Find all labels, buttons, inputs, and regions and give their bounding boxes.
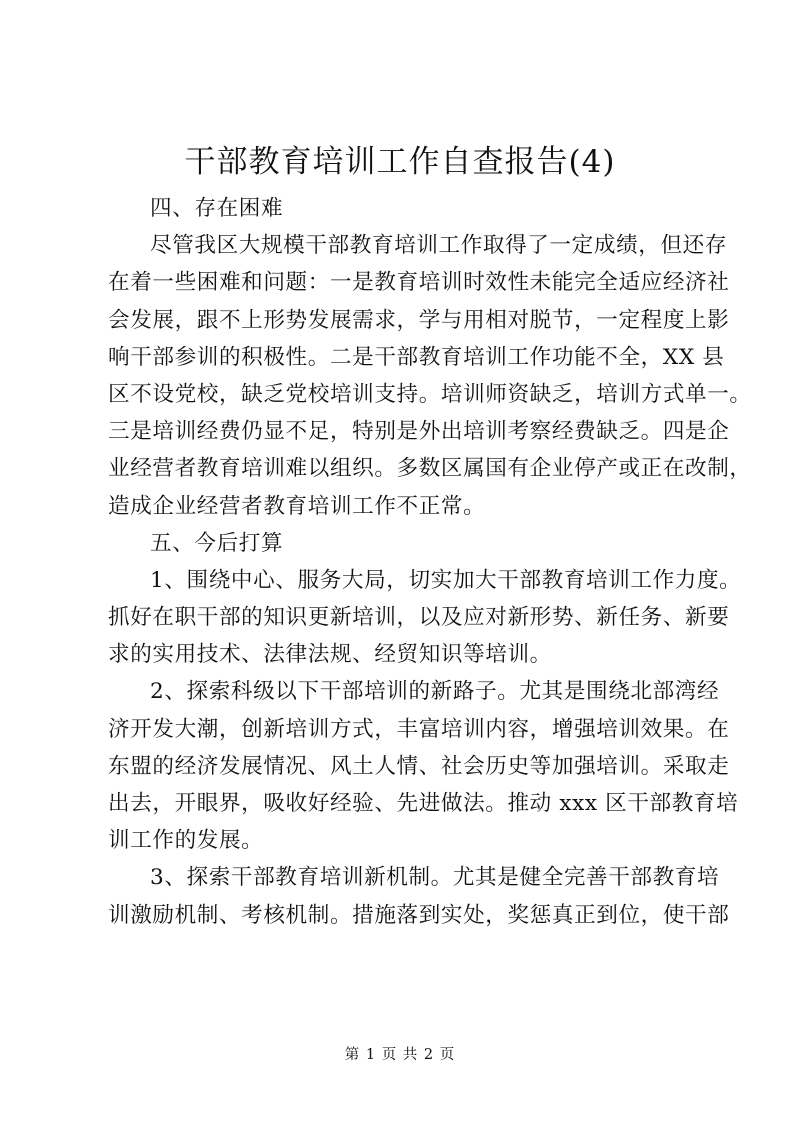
text-line: 3、探索干部教育培训新机制。尤其是健全完善干部教育培 [150,865,720,891]
text-line: 造成企业经营者教育培训工作不正常。 [108,493,486,519]
text-line: 五、今后打算 [150,530,284,556]
text-line: 训激励机制、考核机制。措施落到实处，奖惩真正到位，使干部 [108,902,730,928]
document-body [108,190,752,934]
text-line: 2、探索科级以下干部培训的新路子。尤其是围绕北部湾经 [150,679,720,705]
page-footer: 第 1 页 共 2 页 [344,1047,456,1063]
text-line: 业经营者教育培训难以组织。多数区属国有企业停产或正在改制， [108,456,752,482]
text-line: 出去，开眼界，吸收好经验、先进做法。推动 xxx 区干部教育培 [108,791,739,816]
text-line: 求的实用技术、法律法规、经贸知识等培训。 [108,642,552,668]
text-line: 在着一些困难和问题：一是教育培训时效性未能完全适应经济社 [108,270,730,296]
text-line: 训工作的发展。 [108,828,264,854]
text-line: 1、围绕中心、服务大局，切实加大干部教育培训工作力度。 [150,567,742,593]
text-line: 抓好在职干部的知识更新培训，以及应对新形势、新任务、新要 [108,605,730,631]
text-line: 会发展，跟不上形势发展需求，学与用相对脱节，一定程度上影 [108,307,730,333]
text-line: 济开发大潮，创新培训方式，丰富培训内容，增强培训效果。在 [108,716,730,742]
text-line: 区不设党校，缺乏党校培训支持。培训师资缺乏，培训方式单一。 [108,381,752,407]
text-line: 东盟的经济发展情况、风土人情、社会历史等加强培训。采取走 [108,753,730,779]
text-line: 三是培训经费仍显不足，特别是外出培训考察经费缺乏。四是企 [108,419,730,445]
text-line: 响干部参训的积极性。二是干部教育培训工作功能不全，XX 县 [108,344,725,370]
text-line: 四、存在困难 [150,196,284,221]
text-line: 尽管我区大规模干部教育培训工作取得了一定成绩，但还存 [150,233,728,259]
document-title: 干部教育培训工作自查报告(4) [184,144,616,180]
